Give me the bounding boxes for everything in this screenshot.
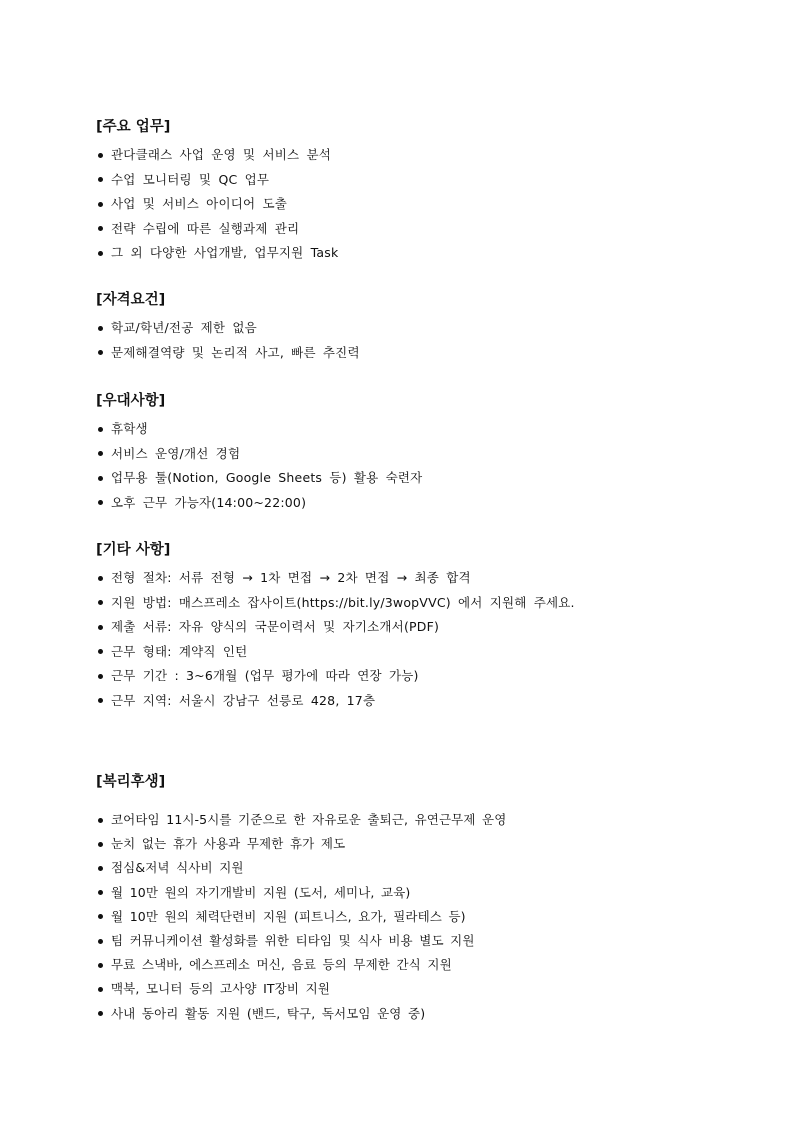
list-item-text: 팀 커뮤니케이션 활성화를 위한 티타임 및 식사 비용 별도 지원	[111, 932, 475, 948]
section-heading: [우대사항]	[96, 393, 166, 409]
list-item-text: 수업 모니터링 및 QC 업무	[111, 171, 270, 187]
list-item	[96, 466, 716, 491]
bullet-icon	[98, 251, 103, 256]
bullet-icon	[98, 153, 103, 158]
bullet-icon	[98, 939, 103, 944]
bullet-icon	[98, 1011, 103, 1016]
list-item-text: 눈치 없는 휴가 사용과 무제한 휴가 제도	[111, 836, 346, 852]
list-item	[96, 491, 716, 516]
section-heading: [복리후생]	[96, 774, 166, 790]
list-item	[96, 808, 716, 832]
list-item-text: 오후 근무 가능자(14:00~22:00)	[111, 494, 307, 510]
list-item	[96, 953, 716, 977]
list-item	[96, 241, 716, 266]
list-item	[96, 417, 716, 442]
bullet-list	[96, 417, 716, 515]
list-item-text: 문제해결역량 및 논리적 사고, 빠른 추진력	[111, 344, 360, 360]
bullet-list	[96, 808, 716, 1026]
list-item	[96, 856, 716, 880]
list-item	[96, 591, 716, 616]
section-main-duties	[96, 117, 716, 266]
list-item-text: 월 10만 원의 체력단련비 지원 (피트니스, 요가, 필라테스 등)	[111, 908, 466, 924]
list-item	[96, 442, 716, 467]
list-item-text: 업무용 툴(Notion, Google Sheets 등) 활용 숙련자	[111, 470, 423, 485]
list-item-text: 코어타임 11시-5시를 기준으로 한 자유로운 출퇴근, 유연근무제 운영	[111, 812, 507, 827]
bullet-icon	[98, 600, 103, 605]
list-item-text: 그 외 다양한 사업개발, 업무지원 Task	[111, 245, 339, 260]
bullet-list	[96, 566, 716, 713]
bullet-icon	[98, 451, 103, 456]
list-item-text: 사내 동아리 활동 지원 (밴드, 탁구, 독서모임 운영 중)	[111, 1005, 426, 1021]
list-item-text: 월 10만 원의 자기개발비 지원 (도서, 세미나, 교육)	[111, 884, 411, 900]
bullet-list	[96, 143, 716, 266]
bullet-icon	[98, 674, 103, 679]
bullet-list	[96, 316, 716, 365]
bullet-icon	[98, 698, 103, 703]
bullet-icon	[98, 866, 103, 871]
list-item-text: 근무 지역: 서울시 강남구 선릉로 428, 17층	[111, 692, 376, 708]
list-item	[96, 615, 716, 640]
list-item	[96, 977, 716, 1001]
bullet-icon	[98, 649, 103, 654]
bullet-icon	[98, 842, 103, 847]
list-item-text: 관다클래스 사업 운영 및 서비스 분석	[111, 147, 331, 162]
bullet-icon	[98, 226, 103, 231]
list-item-text: 근무 형태: 계약직 인턴	[111, 643, 248, 659]
list-item	[96, 664, 716, 689]
list-item	[96, 192, 716, 217]
bullet-icon	[98, 202, 103, 207]
section-other-info	[96, 540, 716, 713]
bullet-icon	[98, 987, 103, 992]
list-item	[96, 168, 716, 193]
bullet-icon	[98, 350, 103, 355]
section-qualifications	[96, 290, 716, 365]
list-item-text: 제출 서류: 자유 양식의 국문이력서 및 자기소개서(PDF)	[111, 619, 440, 634]
list-item	[96, 217, 716, 242]
bullet-icon	[98, 500, 103, 505]
bullet-icon	[98, 326, 103, 331]
bullet-icon	[98, 177, 103, 182]
list-item-text: 근무 기간 : 3~6개월 (업무 평가에 따라 연장 가능)	[111, 668, 419, 683]
list-item-text: 사업 및 서비스 아이디어 도출	[111, 196, 287, 211]
bullet-icon	[98, 890, 103, 895]
list-item-text: 휴학생	[111, 421, 148, 436]
list-item-text: 전략 수립에 따른 실행과제 관리	[111, 220, 300, 236]
bullet-icon	[98, 576, 103, 581]
list-item	[96, 832, 716, 856]
section-heading: [주요 업무]	[96, 119, 171, 135]
list-item	[96, 1002, 716, 1026]
bullet-icon	[98, 963, 103, 968]
bullet-icon	[98, 427, 103, 432]
list-item-text: 지원 방법: 매스프레소 잡사이트(https://bit.ly/3wopVVC) 에서 지원해 주세요.	[111, 594, 575, 610]
list-item-text: 서비스 운영/개선 경험	[111, 445, 241, 461]
list-item-text: 무료 스낵바, 에스프레소 머신, 음료 등의 무제한 간식 지원	[111, 957, 452, 973]
section-heading: [기타 사항]	[96, 542, 171, 558]
section-benefits	[96, 772, 716, 1026]
bullet-icon	[98, 625, 103, 630]
list-item	[96, 316, 716, 341]
section-heading: [자격요건]	[96, 292, 166, 308]
list-item-text: 맥북, 모니터 등의 고사양 IT장비 지원	[111, 981, 330, 997]
section-preferred	[96, 391, 716, 515]
list-item	[96, 341, 716, 366]
list-item	[96, 929, 716, 953]
bullet-icon	[98, 818, 103, 823]
list-item	[96, 566, 716, 591]
list-item-text: 전형 절차: 서류 전형 → 1차 면접 → 2차 면접 → 최종 합격	[111, 570, 471, 585]
list-item	[96, 881, 716, 905]
list-item-text: 학교/학년/전공 제한 없음	[111, 320, 257, 335]
list-item	[96, 689, 716, 714]
bullet-icon	[98, 914, 103, 919]
bullet-icon	[98, 476, 103, 481]
list-item	[96, 640, 716, 665]
list-item-text: 점심&저녁 식사비 지원	[111, 860, 244, 876]
list-item	[96, 143, 716, 168]
list-item	[96, 905, 716, 929]
